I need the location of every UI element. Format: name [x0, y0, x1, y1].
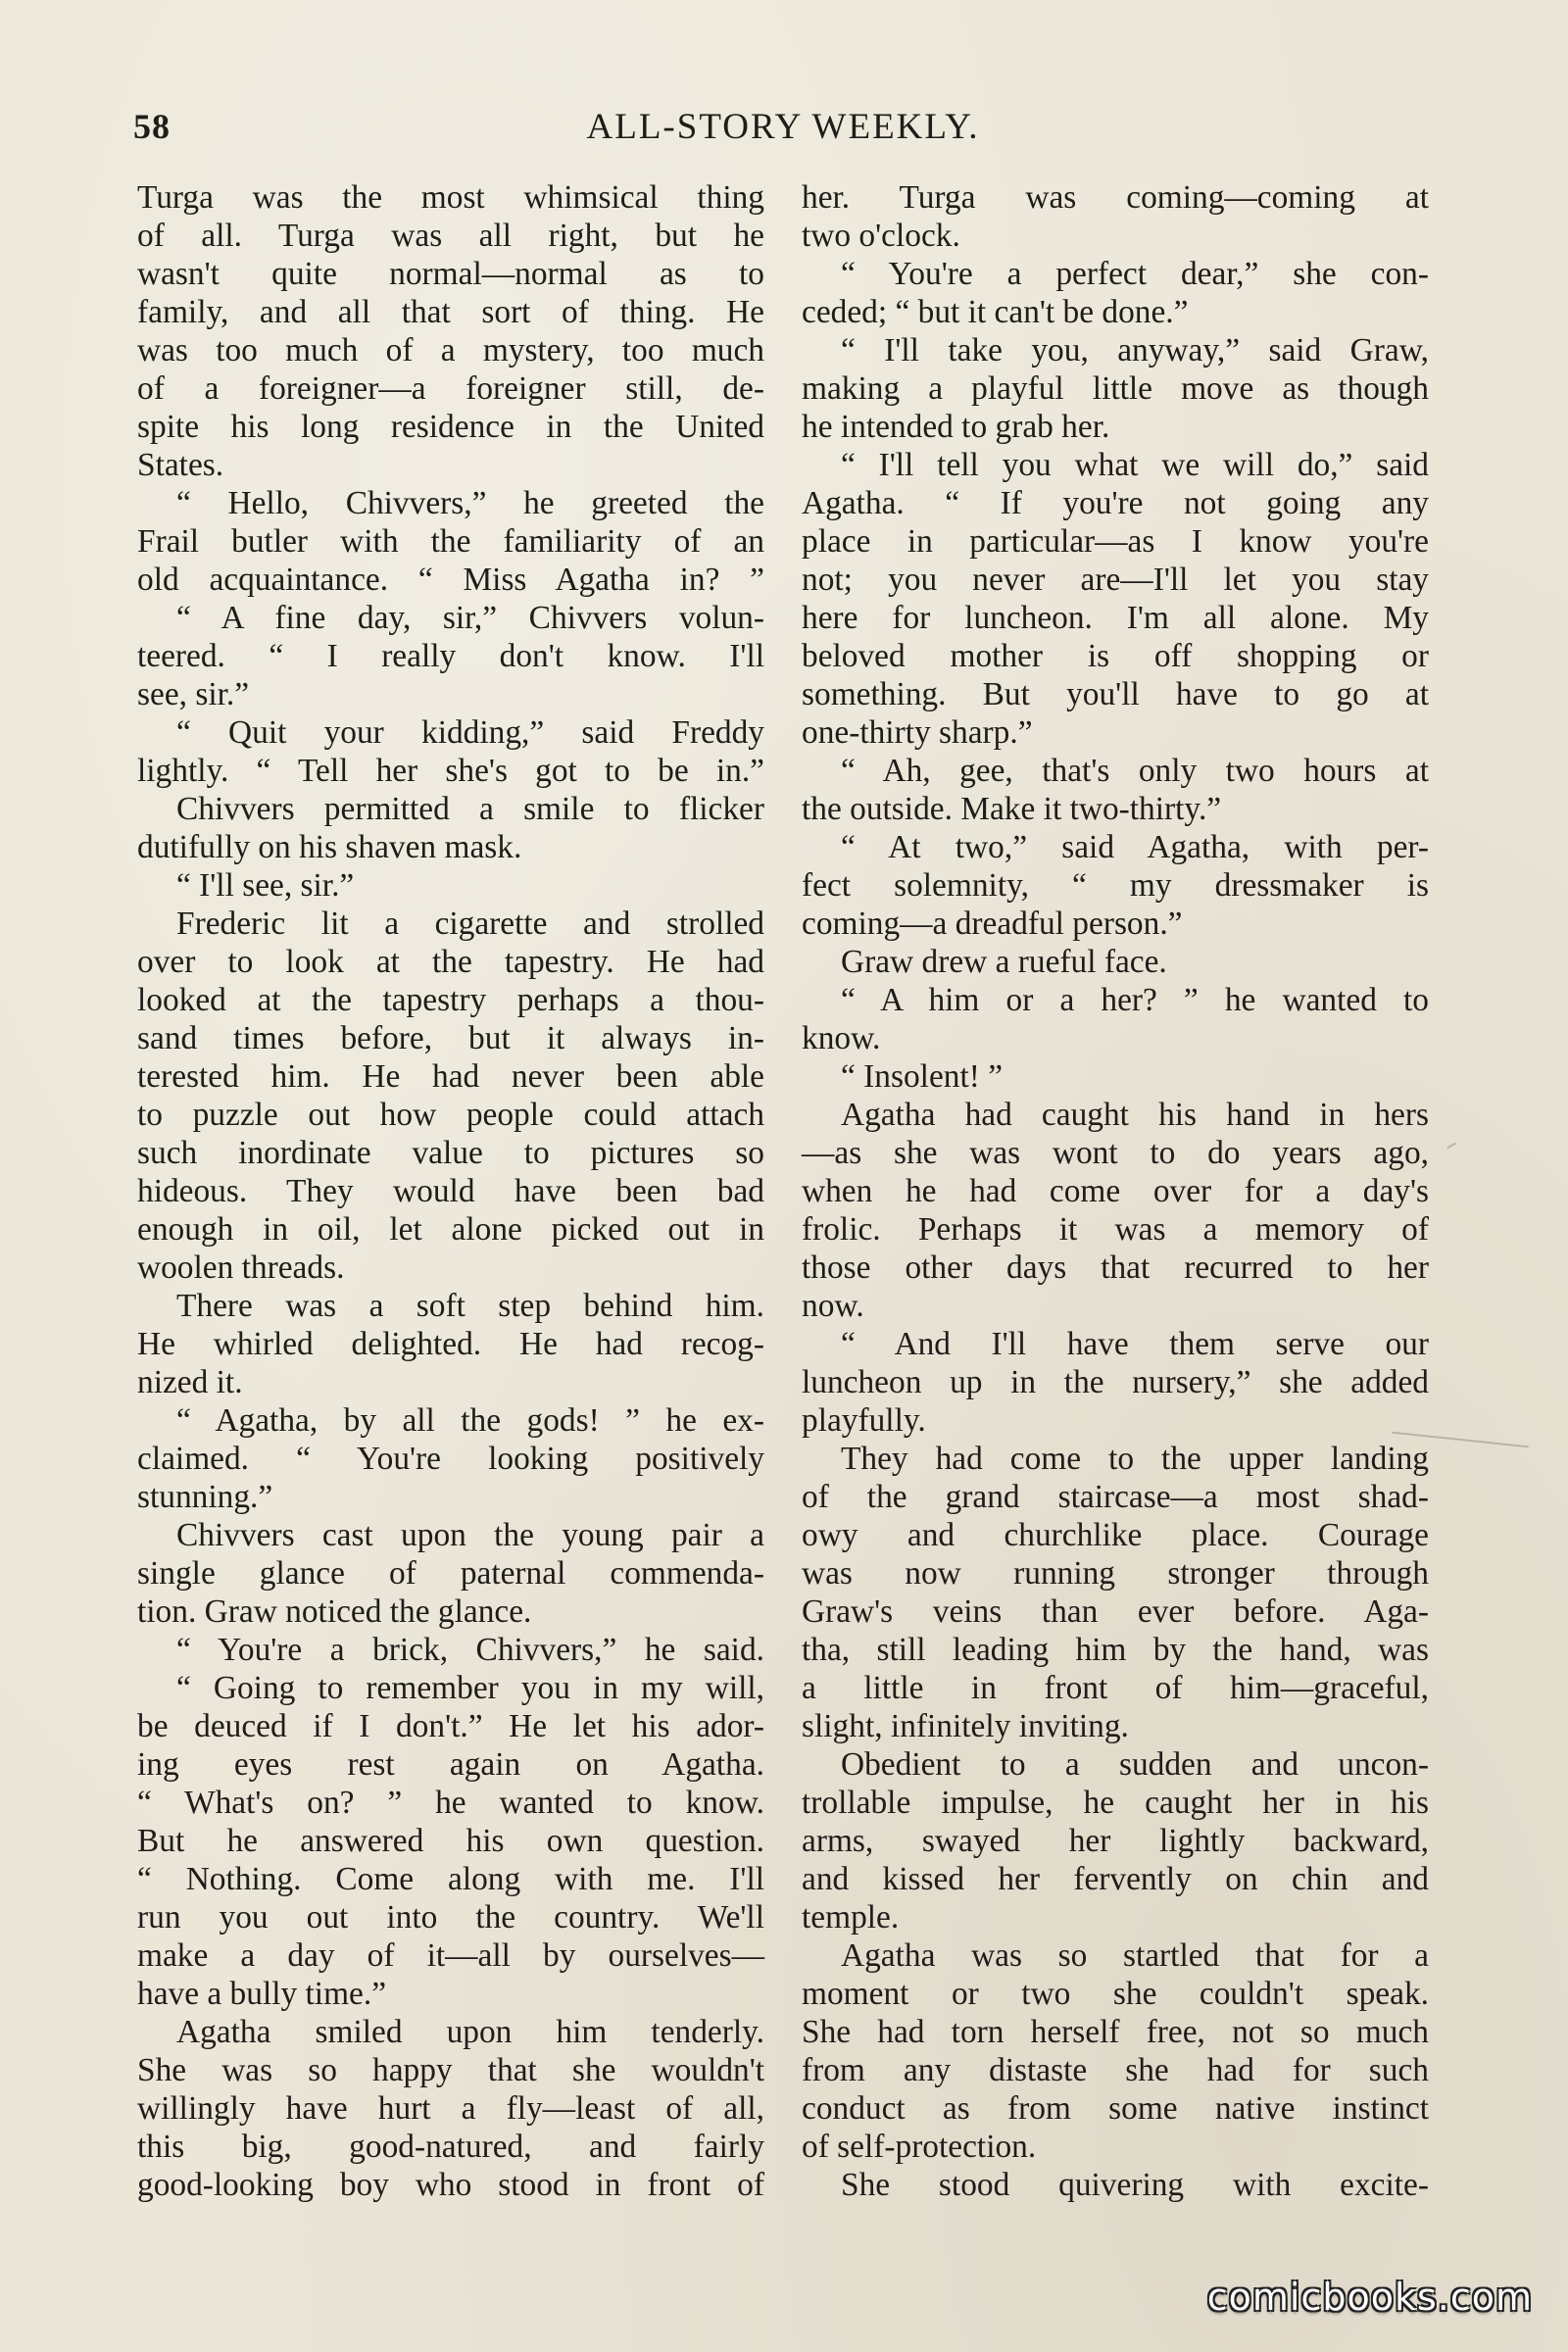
text-line: know. [802, 1020, 881, 1056]
text-line: fect solemnity, “ my dressmaker is [802, 867, 1429, 904]
text-line: something. But you'll have to go at [802, 676, 1429, 712]
text-line: —as she was wont to do years ago, [802, 1135, 1429, 1171]
text-line: teered. “ I really don't know. I'll [137, 638, 764, 674]
text-line: “ A him or a her? ” he wanted to [841, 982, 1429, 1018]
text-line: She stood quivering with excite- [841, 2167, 1429, 2203]
text-line: ceded; “ but it can't be done.” [802, 294, 1189, 330]
page-number: 58 [133, 107, 171, 146]
text-line: “ Agatha, by all the gods! ” he ex- [176, 1402, 764, 1439]
text-line: States. [137, 447, 224, 483]
text-line: Agatha was so startled that for a [841, 1937, 1429, 1974]
text-line: nized it. [137, 1364, 243, 1400]
text-line: “ You're a perfect dear,” she con- [841, 256, 1429, 292]
text-line: She was so happy that she wouldn't [137, 2052, 764, 2088]
text-line: sand times before, but it always in- [137, 1020, 764, 1056]
text-line: “ I'll take you, anyway,” said Graw, [841, 332, 1429, 368]
text-line: “ Hello, Chivvers,” he greeted the [176, 485, 764, 521]
text-line: He whirled delighted. He had recog- [137, 1326, 764, 1362]
text-line: this big, good-natured, and fairly [137, 2129, 764, 2165]
text-line: arms, swayed her lightly backward, [802, 1823, 1429, 1859]
text-line: run you out into the country. We'll [137, 1899, 764, 1936]
text-line: stunning.” [137, 1479, 273, 1515]
scan-mark [1446, 1143, 1456, 1150]
text-line: Agatha smiled upon him tenderly. [176, 2014, 764, 2050]
text-line: have a bully time.” [137, 1976, 387, 2012]
text-line: “ Nothing. Come along with me. I'll [137, 1861, 764, 1897]
text-line: family, and all that sort of thing. He [137, 294, 764, 330]
text-line: now. [802, 1288, 864, 1324]
text-line: trollable impulse, he caught her in his [802, 1785, 1429, 1821]
left-text-column [137, 178, 764, 2204]
text-line: woolen threads. [137, 1250, 345, 1286]
text-line: see, sir.” [137, 676, 250, 712]
text-line: one-thirty sharp.” [802, 714, 1033, 751]
text-line: tion. Graw noticed the glance. [137, 1593, 532, 1630]
text-line: he intended to grab her. [802, 409, 1110, 445]
text-line: of all. Turga was all right, but he [137, 218, 764, 254]
watermark-logo: comicbooks.com [1206, 2276, 1533, 2319]
text-line: make a day of it—all by ourselves— [137, 1937, 764, 1974]
text-line: They had come to the upper landing [841, 1441, 1429, 1477]
text-line: not; you never are—I'll let you stay [802, 562, 1429, 598]
text-line: temple. [802, 1899, 900, 1936]
text-line: the outside. Make it two-thirty.” [802, 791, 1222, 827]
text-line: “ Insolent! ” [841, 1058, 1004, 1095]
text-line: willingly have hurt a fly—least of all, [137, 2090, 764, 2127]
text-line: Turga was the most whimsical thing [137, 179, 764, 216]
text-line: tha, still leading him by the hand, was [802, 1632, 1429, 1668]
text-line: over to look at the tapestry. He had [137, 944, 764, 980]
text-line: of a foreigner—a foreigner still, de- [137, 370, 764, 407]
text-line: from any distaste she had for such [802, 2052, 1429, 2088]
text-line: “ I'll see, sir.” [176, 867, 355, 904]
text-line: Agatha had caught his hand in hers [841, 1097, 1429, 1133]
text-line: Chivvers permitted a smile to flicker [176, 791, 764, 827]
text-line: was too much of a mystery, too much [137, 332, 764, 368]
text-line: dutifully on his shaven mask. [137, 829, 522, 865]
text-line: She had torn herself free, not so much [802, 2014, 1429, 2050]
text-line: slight, infinitely inviting. [802, 1708, 1129, 1744]
text-line: wasn't quite normal—normal as to [137, 256, 764, 292]
text-line: here for luncheon. I'm all alone. My [802, 600, 1429, 636]
text-line: “ At two,” said Agatha, with per- [841, 829, 1429, 865]
text-line: But he answered his own question. [137, 1823, 764, 1859]
text-line: claimed. “ You're looking positively [137, 1441, 764, 1477]
text-line: frolic. Perhaps it was a memory of [802, 1211, 1429, 1248]
text-line: “ Going to remember you in my will, [176, 1670, 764, 1706]
text-line: lightly. “ Tell her she's got to be in.” [137, 753, 764, 789]
text-line: to puzzle out how people could attach [137, 1097, 764, 1133]
text-line: and kissed her fervently on chin and [802, 1861, 1429, 1897]
text-line: Graw drew a rueful face. [841, 944, 1167, 980]
text-line: “ I'll tell you what we will do,” said [841, 447, 1429, 483]
text-line: was now running stronger through [802, 1555, 1429, 1592]
text-line: looked at the tapestry perhaps a thou- [137, 982, 764, 1018]
running-title: ALL-STORY WEEKLY. [586, 107, 980, 147]
page-header [133, 106, 1433, 151]
text-line: Chivvers cast upon the young pair a [176, 1517, 764, 1553]
text-line: ing eyes rest again on Agatha. [137, 1746, 764, 1783]
text-line: hideous. They would have been bad [137, 1173, 764, 1209]
text-line: terested him. He had never been able [137, 1058, 764, 1095]
text-line: those other days that recurred to her [802, 1250, 1429, 1286]
text-line: her. Turga was coming—coming at [802, 179, 1429, 216]
text-line: enough in oil, let alone picked out in [137, 1211, 764, 1248]
text-line: Frederic lit a cigarette and strolled [176, 906, 764, 942]
text-line: coming—a dreadful person.” [802, 906, 1183, 942]
text-line: There was a soft step behind him. [176, 1288, 764, 1324]
text-line: Graw's veins than ever before. Aga- [802, 1593, 1429, 1630]
text-line: Frail butler with the familiarity of an [137, 523, 764, 560]
text-line: old acquaintance. “ Miss Agatha in? ” [137, 562, 764, 598]
text-line: playfully. [802, 1402, 926, 1439]
text-line: single glance of paternal commenda- [137, 1555, 764, 1592]
text-line: of the grand staircase—a most shad- [802, 1479, 1429, 1515]
text-line: good-looking boy who stood in front of [137, 2167, 764, 2203]
text-line: “ Ah, gee, that's only two hours at [841, 753, 1429, 789]
text-line: luncheon up in the nursery,” she added [802, 1364, 1429, 1400]
text-line: “ A fine day, sir,” Chivvers volun- [176, 600, 764, 636]
text-line: two o'clock. [802, 218, 960, 254]
text-line: place in particular—as I know you're [802, 523, 1429, 560]
text-line: of self-protection. [802, 2129, 1037, 2165]
text-line: owy and churchlike place. Courage [802, 1517, 1429, 1553]
text-line: such inordinate value to pictures so [137, 1135, 764, 1171]
right-text-column [802, 178, 1429, 2204]
text-line: beloved mother is off shopping or [802, 638, 1429, 674]
text-line: making a playful little move as though [802, 370, 1429, 407]
text-line: Obedient to a sudden and uncon- [841, 1746, 1429, 1783]
text-line: a little in front of him—graceful, [802, 1670, 1429, 1706]
text-line: conduct as from some native instinct [802, 2090, 1429, 2127]
text-line: Agatha. “ If you're not going any [802, 485, 1429, 521]
text-line: “ And I'll have them serve our [841, 1326, 1429, 1362]
text-line: moment or two she couldn't speak. [802, 1976, 1429, 2012]
text-line: “ You're a brick, Chivvers,” he said. [176, 1632, 764, 1668]
text-line: when he had come over for a day's [802, 1173, 1429, 1209]
text-line: spite his long residence in the United [137, 409, 764, 445]
text-line: “ Quit your kidding,” said Freddy [176, 714, 764, 751]
text-line: “ What's on? ” he wanted to know. [137, 1785, 764, 1821]
text-line: be deuced if I don't.” He let his ador- [137, 1708, 764, 1744]
